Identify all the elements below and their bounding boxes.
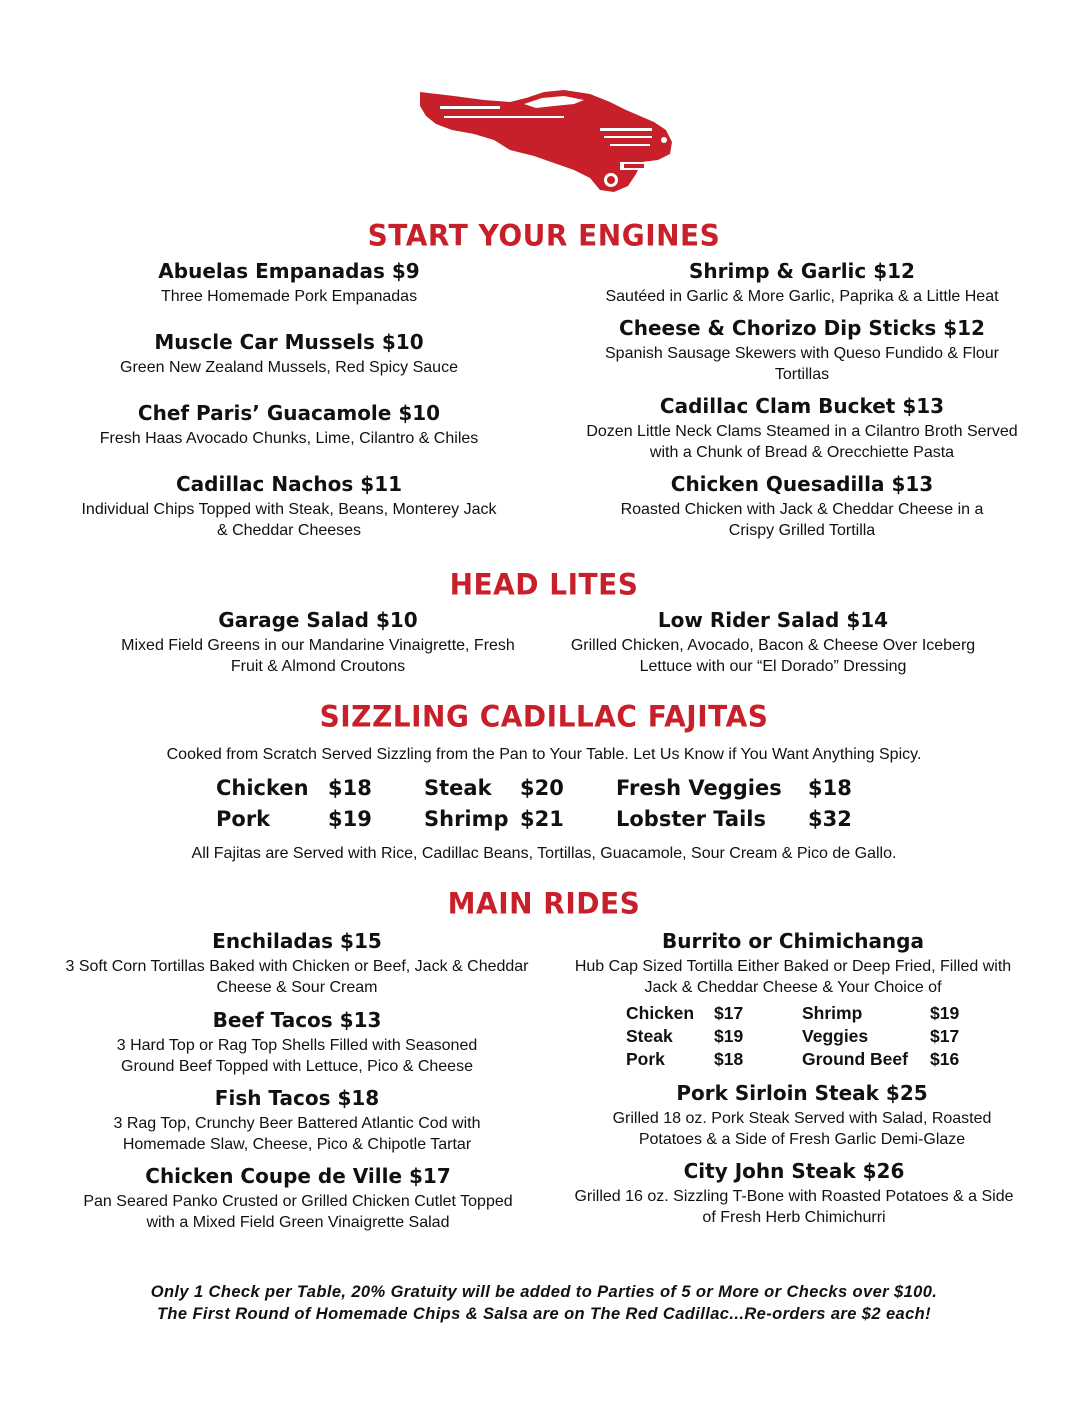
item-description: 3 Hard Top or Rag Top Shells Filled with Seasoned Ground Beef Topped with Lettuce, Pico & Cheese: [116, 1037, 478, 1075]
fajita-option-price: $18: [808, 776, 852, 800]
burrito-choice-name: Ground Beef: [802, 1049, 908, 1069]
fajita-option-name: Lobster Tails: [616, 807, 766, 831]
burrito-choice-price: $19: [714, 1026, 744, 1046]
burrito-choices: [626, 1002, 986, 1072]
burrito-choice-price: $17: [714, 1003, 744, 1023]
item-description: Individual Chips Topped with Steak, Beans, Monterey Jack & Cheddar Cheeses: [81, 501, 497, 539]
fajita-option-name: Chicken: [216, 776, 309, 800]
item-name: Abuelas Empanadas $9: [158, 259, 420, 283]
footer-chips-salsa-line: The First Round of Homemade Chips & Salsa are on The Red Cadillac...Re-orders are $2 each!: [156, 1305, 932, 1323]
menu-item-pork-sirloin-steak: [580, 1080, 1024, 1150]
item-description: Grilled 16 oz. Sizzling T-Bone with Roasted Potatoes & a Side of Fresh Herb Chimichurri: [574, 1188, 1014, 1226]
item-description: Roasted Chicken with Jack & Cheddar Cheese in a Crispy Grilled Tortilla: [620, 501, 984, 539]
item-name: Chicken Quesadilla $13: [670, 472, 934, 496]
item-description: Mixed Field Greens in our Mandarine Vinaigrette, Fresh Fruit & Almond Croutons: [121, 637, 515, 675]
burrito-choice-name: Shrimp: [802, 1003, 863, 1023]
fajita-option-price: $21: [520, 807, 564, 831]
item-name: Beef Tacos $13: [212, 1008, 382, 1032]
item-description: Grilled Chicken, Avocado, Bacon & Cheese Over Iceberg Lettuce with our “El Dorado” Dressing: [570, 637, 976, 675]
menu-item-cheese-chorizo-dip-sticks: [600, 315, 1004, 385]
section-title-head-lites: HEAD LITES: [449, 567, 639, 602]
menu-item-fish-tacos: [86, 1085, 508, 1155]
item-description: Green New Zealand Mussels, Red Spicy Sauce: [120, 359, 458, 376]
item-description: Grilled 18 oz. Pork Steak Served with Salad, Roasted Potatoes & a Side of Fresh Garlic Demi-Glaze: [612, 1110, 992, 1148]
item-name: Cheese & Chorizo Dip Sticks $12: [619, 316, 985, 340]
item-name: Cadillac Clam Bucket $13: [659, 394, 945, 418]
section-title-start-your-engines: START YOUR ENGINES: [367, 218, 721, 253]
fajita-option-price: $18: [328, 776, 372, 800]
item-description: Sautéed in Garlic & More Garlic, Paprika & a Little Heat: [605, 288, 999, 305]
fajitas-note: All Fajitas are Served with Rice, Cadillac Beans, Tortillas, Guacamole, Sour Cream & Pico de Gallo.: [191, 845, 897, 862]
menu-item-chicken-quesadilla: [596, 471, 1008, 541]
burrito-choice-price: $19: [930, 1003, 960, 1023]
item-description: Dozen Little Neck Clams Steamed in a Cilantro Broth Served with a Chunk of Bread & Orecchiette Pasta: [586, 423, 1018, 461]
fajita-option-name: Fresh Veggies: [616, 776, 782, 800]
item-description: Pan Seared Panko Crusted or Grilled Chicken Cutlet Topped with a Mixed Field Green Vinaigrette Salad: [83, 1193, 513, 1231]
fajita-option-price: $20: [520, 776, 564, 800]
menu-item-low-rider-salad: [570, 607, 976, 677]
item-description: 3 Soft Corn Tortillas Baked with Chicken or Beef, Jack & Cheddar Cheese & Sour Cream: [65, 958, 529, 996]
menu-item-city-john-steak: [566, 1158, 1022, 1228]
fajitas-intro: Cooked from Scratch Served Sizzling from the Pan to Your Table. Let Us Know if You Want Anything Spicy.: [166, 746, 922, 763]
item-name: Fish Tacos $18: [214, 1086, 380, 1110]
fajita-option-price: $32: [808, 807, 852, 831]
menu-item-chef-paris-guacamole: [48, 400, 530, 449]
burrito-choice-price: $16: [930, 1049, 960, 1069]
item-name: Muscle Car Mussels $10: [154, 330, 424, 354]
burrito-choice-name: Pork: [626, 1049, 665, 1069]
menu-item-enchiladas: [64, 928, 530, 998]
menu-item-muscle-car-mussels: [48, 329, 530, 378]
fajita-option-name: Pork: [216, 807, 271, 831]
section-title-main-rides: MAIN RIDES: [447, 886, 641, 921]
item-description: Spanish Sausage Skewers with Queso Fundido & Flour Tortillas: [605, 345, 999, 383]
menu-item-shrimp-garlic: [560, 258, 1044, 307]
menu-item-chicken-coupe-de-ville: [80, 1163, 516, 1233]
section-title-sizzling-cadillac-fajitas: SIZZLING CADILLAC FAJITAS: [319, 699, 769, 734]
fajita-option-name: Steak: [424, 776, 492, 800]
burrito-choice-name: Chicken: [626, 1003, 695, 1023]
item-description: Fresh Haas Avocado Chunks, Lime, Cilantro & Chiles: [99, 430, 479, 447]
menu-item-garage-salad: [116, 607, 520, 677]
fajita-option-name: Shrimp: [424, 807, 509, 831]
fajita-option-price: $19: [328, 807, 372, 831]
item-name: Low Rider Salad $14: [657, 608, 889, 632]
item-name: Pork Sirloin Steak $25: [676, 1081, 928, 1105]
item-name: Burrito or Chimichanga: [661, 929, 924, 953]
item-name: Cadillac Nachos $11: [175, 472, 403, 496]
burrito-choice-price: $17: [930, 1026, 960, 1046]
item-name: Chicken Coupe de Ville $17: [145, 1164, 451, 1188]
menu-item-cadillac-clam-bucket: [586, 393, 1018, 463]
item-name: Garage Salad $10: [218, 608, 418, 632]
item-description: Hub Cap Sized Tortilla Either Baked or Deep Fried, Filled with Jack & Cheddar Cheese & Your Choice of: [574, 958, 1012, 996]
menu-item-abuelas-empanadas: [48, 258, 530, 307]
fajita-options: [216, 774, 876, 838]
item-description: 3 Rag Top, Crunchy Beer Battered Atlantic Cod with Homemade Slaw, Cheese, Pico & Chipotle Tartar: [113, 1115, 481, 1153]
red-cadillac-convertible-icon: [414, 78, 676, 196]
menu-item-burrito-or-chimichanga: [562, 928, 1024, 998]
item-name: City John Steak $26: [683, 1159, 905, 1183]
item-name: Enchiladas $15: [212, 929, 382, 953]
menu-item-beef-tacos: [90, 1007, 504, 1077]
item-description: Three Homemade Pork Empanadas: [160, 288, 418, 305]
item-name: Chef Paris’ Guacamole $10: [137, 401, 441, 425]
burrito-choice-name: Steak: [626, 1026, 673, 1046]
burrito-choice-price: $18: [714, 1049, 744, 1069]
menu-item-cadillac-nachos: [76, 471, 502, 541]
item-name: Shrimp & Garlic $12: [689, 259, 915, 283]
burrito-choice-name: Veggies: [802, 1026, 869, 1046]
footer-policy-line: Only 1 Check per Table, 20% Gratuity will be added to Parties of 5 or More or Checks over $100.: [150, 1283, 938, 1301]
